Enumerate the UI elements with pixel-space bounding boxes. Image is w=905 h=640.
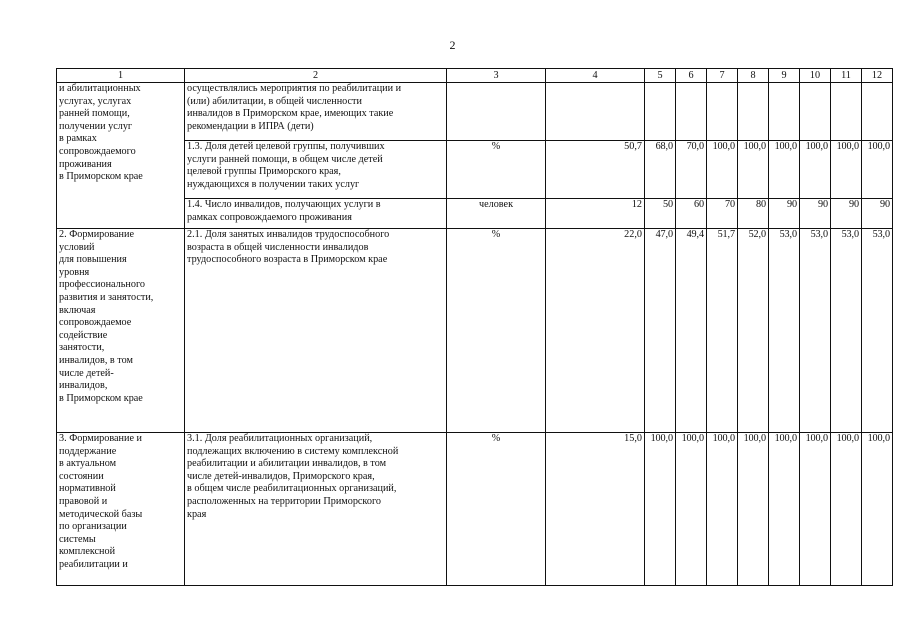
- year-value-cell: 90: [831, 199, 862, 229]
- year-value-cell: 100,0: [800, 433, 831, 586]
- base-value-cell: 22,0: [546, 229, 645, 433]
- goal-cell: [57, 229, 185, 433]
- text-line: возраста в общей численности инвалидов: [187, 241, 369, 253]
- text-line: содействие: [59, 329, 108, 341]
- text-line: инвалидов,: [59, 380, 108, 392]
- text-line: проживания: [59, 158, 112, 170]
- unit-cell: %: [447, 229, 546, 433]
- text-line: ранней помощи,: [59, 108, 130, 120]
- text-line: системы: [59, 533, 96, 545]
- year-value-cell: 53,0: [831, 229, 862, 433]
- year-value-cell: 90: [862, 199, 893, 229]
- year-value-cell: 100,0: [800, 141, 831, 199]
- text-line: 2. Формирование: [59, 229, 134, 240]
- text-line: числе детей-: [59, 367, 114, 379]
- text-line: профессионального: [59, 279, 145, 291]
- year-value-cell: 90: [769, 199, 800, 229]
- text-line: (или) абилитации, в общей численности: [187, 95, 362, 107]
- unit-cell: [447, 83, 546, 141]
- text-line: методической базы: [59, 508, 143, 520]
- unit-cell: человек: [447, 199, 546, 229]
- year-value-cell: 53,0: [769, 229, 800, 433]
- year-value-cell: [800, 83, 831, 141]
- text-line: рамках сопровождаемого проживания: [187, 211, 352, 223]
- header-cell: 6: [676, 69, 707, 83]
- year-value-cell: [645, 83, 676, 141]
- year-value-cell: 100,0: [645, 433, 676, 586]
- text-line: уровня: [59, 266, 90, 278]
- header-cell: 11: [831, 69, 862, 83]
- text-line: в общем числе реабилитационных организаций,: [187, 483, 397, 495]
- year-value-cell: 100,0: [738, 433, 769, 586]
- text-line: сопровождаемое: [59, 317, 132, 329]
- year-value-cell: 100,0: [862, 433, 893, 586]
- year-value-cell: 53,0: [800, 229, 831, 433]
- text-line: 3.1. Доля реабилитационных организаций,: [187, 433, 373, 444]
- year-value-cell: 47,0: [645, 229, 676, 433]
- year-value-cell: 49,4: [676, 229, 707, 433]
- text-line: услугах, услугах: [59, 95, 132, 107]
- unit-cell: %: [447, 141, 546, 199]
- indicator-cell: [185, 199, 447, 229]
- text-line: 1.4. Число инвалидов, получающих услуги в: [187, 199, 381, 210]
- base-value-cell: 50,7: [546, 141, 645, 199]
- year-value-cell: 100,0: [738, 141, 769, 199]
- table-row: [57, 229, 893, 433]
- indicator-cell: [185, 433, 447, 586]
- year-value-cell: 100,0: [769, 433, 800, 586]
- text-line: осуществлялись мероприятия по реабилитации и: [187, 83, 402, 94]
- header-cell: 2: [185, 69, 447, 83]
- table-row: [57, 83, 893, 141]
- text-line: получении услуг: [59, 120, 133, 132]
- text-line: включая: [59, 304, 96, 316]
- header-cell: 12: [862, 69, 893, 83]
- table-header-row: [57, 69, 893, 83]
- page-number: 2: [449, 38, 456, 52]
- text-line: 2.1. Доля занятых инвалидов трудоспособного: [187, 229, 390, 240]
- unit-cell: %: [447, 433, 546, 586]
- text-line: трудоспособного возраста в Приморском крае: [187, 254, 388, 266]
- year-value-cell: 50: [645, 199, 676, 229]
- indicators-table: [56, 68, 893, 586]
- year-value-cell: 100,0: [707, 141, 738, 199]
- year-value-cell: 90: [800, 199, 831, 229]
- year-value-cell: 70,0: [676, 141, 707, 199]
- header-cell: 3: [447, 69, 546, 83]
- text-line: и абилитационных: [59, 83, 141, 94]
- base-value-cell: [546, 83, 645, 141]
- year-value-cell: [676, 83, 707, 141]
- year-value-cell: 52,0: [738, 229, 769, 433]
- header-cell: 4: [546, 69, 645, 83]
- text-line: 3. Формирование и: [59, 433, 142, 444]
- year-value-cell: [707, 83, 738, 141]
- text-line: по организации: [59, 521, 127, 533]
- table-row: [57, 433, 893, 586]
- year-value-cell: 51,7: [707, 229, 738, 433]
- header-cell: 8: [738, 69, 769, 83]
- goal-cell: [57, 433, 185, 586]
- text-line: края: [187, 508, 207, 520]
- text-line: услуги ранней помощи, в общем числе детей: [187, 153, 383, 165]
- text-line: условий: [59, 241, 95, 253]
- text-line: подлежащих включению в систему комплексной: [187, 445, 399, 457]
- year-value-cell: 68,0: [645, 141, 676, 199]
- year-value-cell: [769, 83, 800, 141]
- text-line: в Приморском крае: [59, 392, 143, 404]
- text-line: инвалидов, в том: [59, 354, 133, 366]
- goal-cell: [57, 83, 185, 229]
- text-line: нормативной: [59, 483, 116, 495]
- base-value-cell: 15,0: [546, 433, 645, 586]
- text-line: 1.3. Доля детей целевой группы, получивших: [187, 141, 385, 152]
- year-value-cell: 53,0: [862, 229, 893, 433]
- text-line: сопровождаемого: [59, 145, 136, 157]
- text-line: расположенных на территории Приморского: [187, 495, 381, 507]
- year-value-cell: 100,0: [676, 433, 707, 586]
- year-value-cell: 100,0: [862, 141, 893, 199]
- text-line: реабилитации и абилитации инвалидов, в том: [187, 458, 387, 470]
- year-value-cell: [831, 83, 862, 141]
- text-line: для повышения: [59, 254, 127, 266]
- text-line: в Приморском крае: [59, 171, 143, 183]
- text-line: состоянии: [59, 470, 104, 482]
- year-value-cell: 80: [738, 199, 769, 229]
- indicator-cell: [185, 229, 447, 433]
- year-value-cell: [862, 83, 893, 141]
- text-line: занятости,: [59, 342, 105, 354]
- text-line: целевой группы Приморского края,: [187, 166, 341, 178]
- text-line: в актуальном: [59, 458, 117, 470]
- header-cell: 1: [57, 69, 185, 83]
- indicator-cell: [185, 83, 447, 141]
- text-line: реабилитации и: [59, 558, 128, 570]
- text-line: правовой и: [59, 495, 108, 507]
- text-line: рекомендации в ИПРА (дети): [187, 120, 314, 132]
- header-cell: 9: [769, 69, 800, 83]
- year-value-cell: 100,0: [831, 433, 862, 586]
- base-value-cell: 12: [546, 199, 645, 229]
- header-cell: 7: [707, 69, 738, 83]
- header-cell: 5: [645, 69, 676, 83]
- year-value-cell: 60: [676, 199, 707, 229]
- header-cell: 10: [800, 69, 831, 83]
- year-value-cell: 70: [707, 199, 738, 229]
- year-value-cell: 100,0: [769, 141, 800, 199]
- year-value-cell: 100,0: [831, 141, 862, 199]
- text-line: комплексной: [59, 546, 116, 558]
- text-line: в рамках: [59, 133, 97, 145]
- year-value-cell: [738, 83, 769, 141]
- text-line: инвалидов в Приморском крае, имеющих такие: [187, 108, 394, 120]
- indicator-cell: [185, 141, 447, 199]
- text-line: числе детей-инвалидов, Приморского края,: [187, 470, 375, 482]
- text-line: нуждающихся в получении таких услуг: [187, 178, 360, 190]
- text-line: развития и занятости,: [59, 291, 154, 303]
- text-line: поддержание: [59, 445, 117, 457]
- year-value-cell: 100,0: [707, 433, 738, 586]
